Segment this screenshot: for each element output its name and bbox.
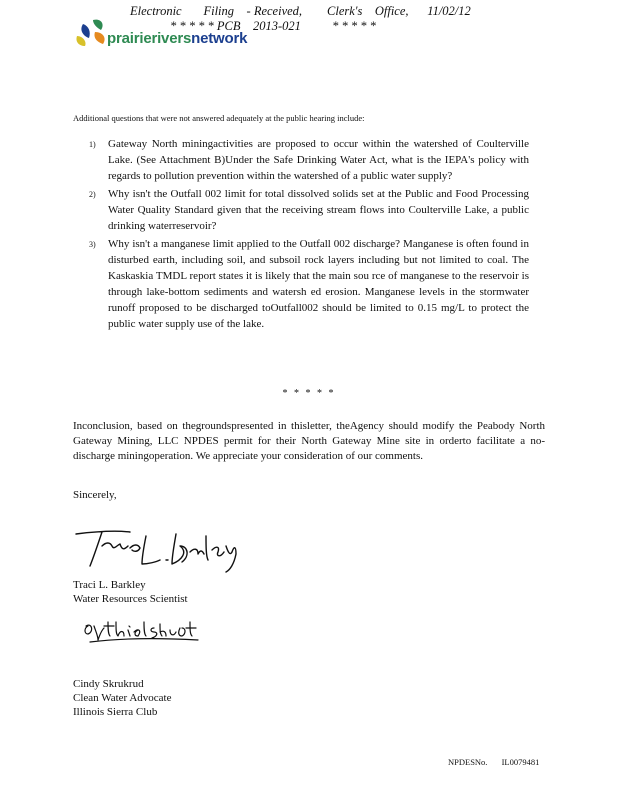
question-text: Gateway North miningactivities are proposed to occur within the watershed of Coulterville Lake. (See Attachment B)Under the Safe Drinking Water Act, what is the IEPA's policy with regards to pollution prevention within the watershed of a public water supply?: [108, 138, 529, 182]
question-item: [89, 236, 529, 332]
npdes-number: [448, 757, 539, 767]
organization-logo: [71, 14, 246, 54]
signer-organization: Illinois Sierra Club: [73, 706, 158, 718]
question-text: Why isn't the Outfall 002 limit for total dissolved solids set at the Public and Food Processing Water Quality Standard given that the receiving stream flows into Coulterville Lake, a public drinking waterreservoir?: [108, 188, 529, 232]
question-item: [89, 136, 529, 184]
signer-name: Traci L. Barkley: [73, 579, 146, 591]
filing-stamp-line2: * * * * * PCB 2013-021 * * * * *: [170, 19, 376, 33]
signer-name: Cindy Skrukrud: [73, 678, 144, 690]
logo-wordmark: prairieriversnetwork: [107, 30, 248, 47]
conclusion-paragraph: Inconclusion, based on thegroundspresented in thisletter, theAgency should modify the Peabody North Gateway Mining, LLC NPDES permit for their North Gateway Mine site in orderto facilitate a no-discharge miningoperation. We appreciate your consideration of our comments.: [73, 420, 545, 462]
signer-title: Clean Water Advocate: [73, 692, 172, 704]
question-list: [89, 136, 529, 334]
filing-stamp-line1: Electronic Filing - Received, Clerk's Office, 11/02/12: [130, 4, 471, 18]
question-item: [89, 186, 529, 234]
signature-traci-barkley: [72, 516, 247, 576]
section-separator: * * * * *: [282, 388, 336, 399]
question-text: Why isn't a manganese limit applied to the Outfall 002 discharge? Manganese is often found in disturbed earth, including soil, and subsoil rock layers including but not limited to coal. The Kaskaskia TMDL report states it is likely that the main sou rce of manganese to the reservoir is through lake-bottom sediments and watersh ed erosion. Manganese levels in the stormwater runoff proposed to be discharged toOutfall002 should be limited to 0.15 mg/L to protect the public water supply use of the lake.: [108, 238, 529, 330]
intro-paragraph: Additional questions that were not answered adequately at the public hearing include:: [73, 113, 365, 123]
npdes-label: NPDESNo.: [448, 757, 488, 767]
signature-cindy-skrukrud: [82, 616, 202, 646]
leaf-mark-icon: [71, 14, 111, 54]
signer-block-1: [73, 578, 188, 606]
signer-title: Water Resources Scientist: [73, 593, 188, 605]
npdes-value: IL0079481: [501, 757, 540, 767]
closing-salutation: Sincerely,: [73, 489, 117, 501]
signer-block-2: [73, 677, 171, 719]
question-number: 2): [89, 190, 96, 199]
question-number: 1): [89, 140, 96, 149]
question-number: 3): [89, 240, 96, 249]
